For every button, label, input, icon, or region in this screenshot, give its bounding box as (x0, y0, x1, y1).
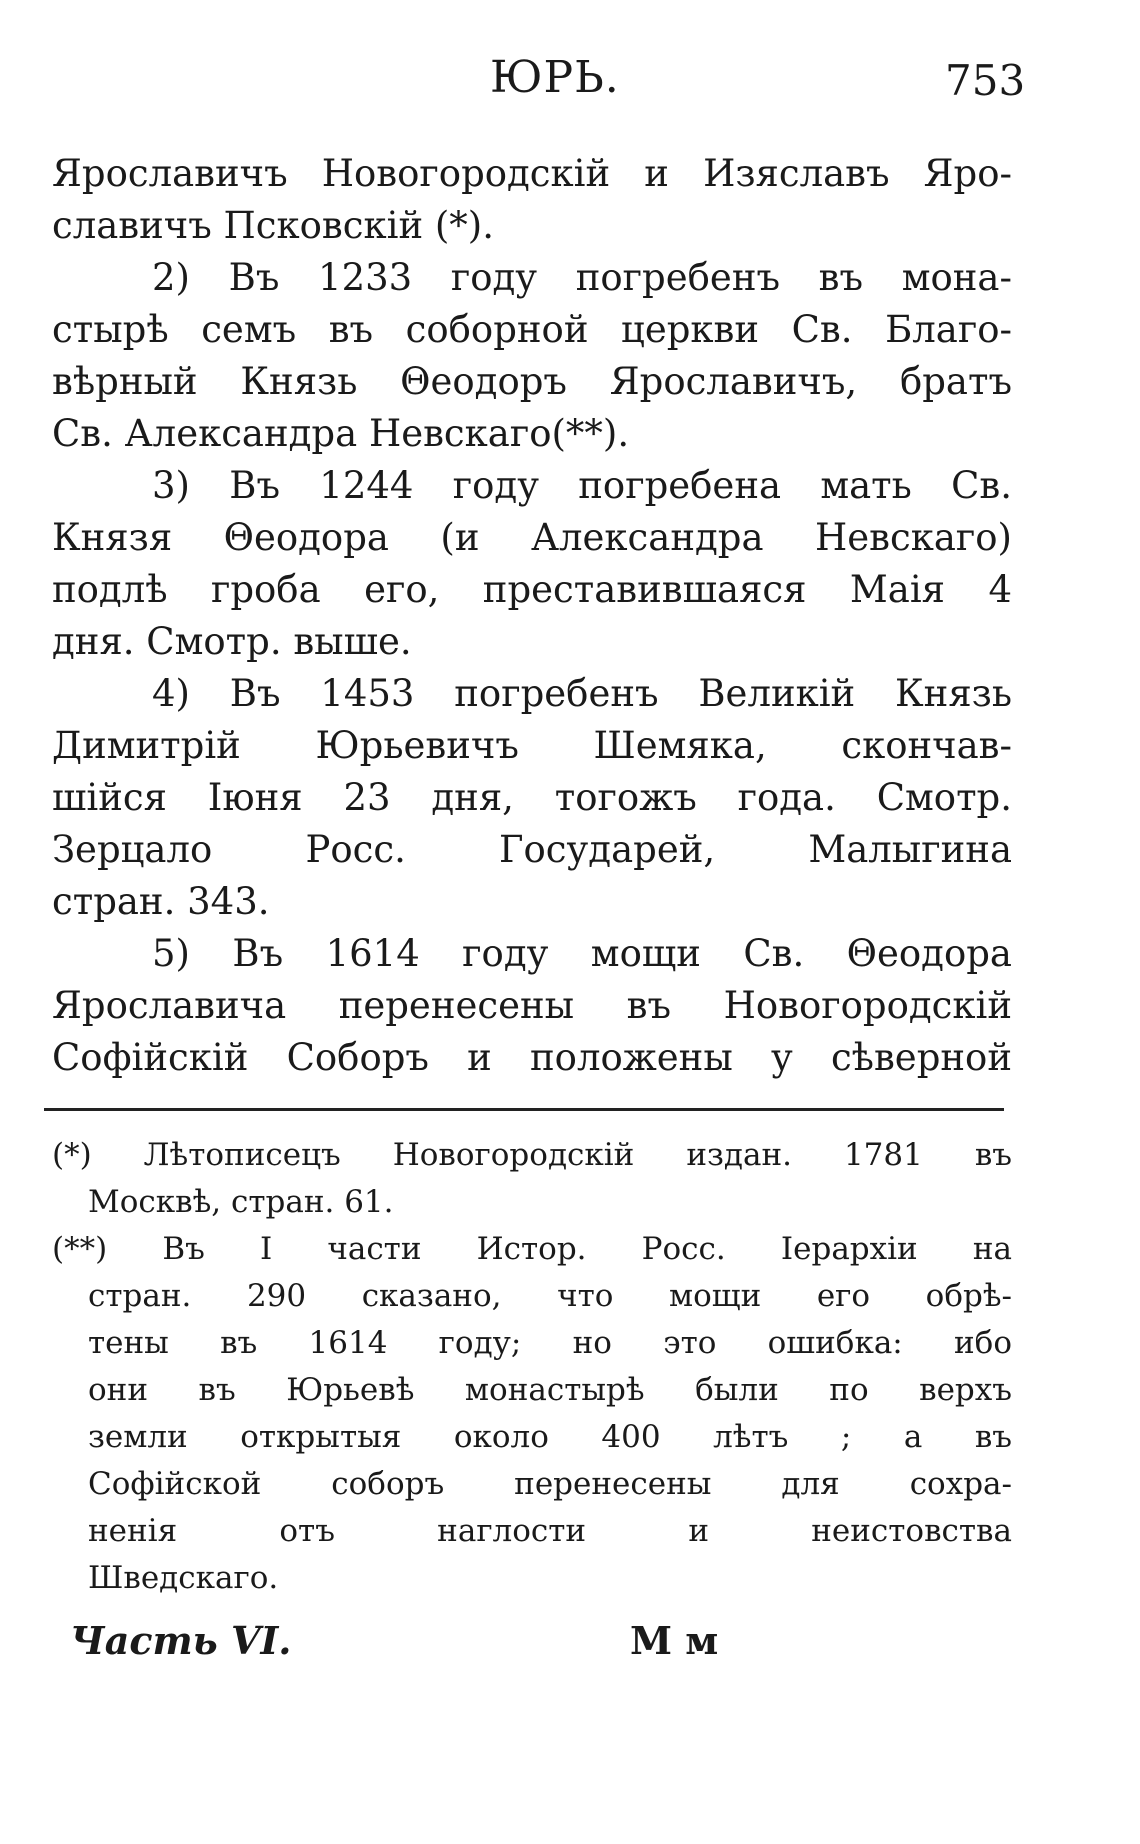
text-line: стырѣ семъ въ соборной церкви Св. Благо- (52, 308, 1012, 351)
footnote-line: (**) Въ I части Истор. Росс. Іерархіи на (52, 1231, 1012, 1267)
text-line: 2) Въ 1233 году погребенъ въ мона- (152, 256, 1012, 299)
text-line: Димитрій Юрьевичъ Шемяка, скончав- (52, 724, 1012, 767)
volume-part: Часть VI. (70, 1618, 292, 1663)
footnote-line: тены въ 1614 году; но это ошибка: ибо (88, 1325, 1012, 1361)
signature-mark: М м (630, 1618, 719, 1663)
footnote-line: Шведскаго. (88, 1560, 279, 1596)
text-line: 5) Въ 1614 году мощи Св. Θеодора (152, 932, 1012, 975)
text-line: Ярославичъ Новогородскій и Изяславъ Яро- (52, 152, 1012, 195)
running-head: ЮРЬ. (490, 52, 620, 103)
footnote-line: (*) Лѣтописецъ Новогородскій издан. 1781 въ (52, 1137, 1012, 1173)
signature-line (70, 1618, 970, 1678)
text-line: подлѣ гроба его, преставившаяся Маія 4 (52, 568, 1012, 611)
text-line: Софійскій Соборъ и положены у сѣверной (52, 1036, 1012, 1079)
text-line: вѣрный Князь Θеодоръ Ярославичъ, братъ (52, 360, 1012, 403)
text-line: стран. 343. (52, 880, 270, 923)
text-line: 4) Въ 1453 погребенъ Великій Князь (152, 672, 1012, 715)
text-line: дня. Смотр. выше. (52, 620, 412, 663)
text-line: 3) Въ 1244 году погребена мать Св. (152, 464, 1012, 507)
page-header (0, 52, 1140, 112)
page-number: 753 (945, 56, 1026, 105)
footnote-rule (44, 1108, 1004, 1111)
footnote-line: стран. 290 сказано, что мощи его обрѣ- (88, 1278, 1012, 1314)
text-line: Св. Александра Невскаго(**). (52, 412, 630, 455)
text-line: Князя Θеодора (и Александра Невскаго) (52, 516, 1012, 559)
text-line: шійся Іюня 23 дня, тогожъ года. Смотр. (52, 776, 1012, 819)
footnote-line: земли открытыя около 400 лѣтъ ; а въ (88, 1419, 1012, 1455)
footnote-line: ненія отъ наглости и неистовства (88, 1513, 1012, 1549)
main-text (52, 148, 1012, 1084)
footnote-line: Москвѣ, стран. 61. (88, 1184, 394, 1220)
text-line: славичъ Псковскій (*). (52, 204, 494, 247)
footnote-line: они въ Юрьевѣ монастырѣ были по верхъ (88, 1372, 1012, 1408)
text-line: Ярославича перенесены въ Новогородскій (52, 984, 1012, 1027)
footnotes (52, 1132, 1012, 1602)
footnote-line: Софійской соборъ перенесены для сохра- (88, 1466, 1012, 1502)
text-line: Зерцало Росс. Государей, Малыгина (52, 828, 1012, 871)
